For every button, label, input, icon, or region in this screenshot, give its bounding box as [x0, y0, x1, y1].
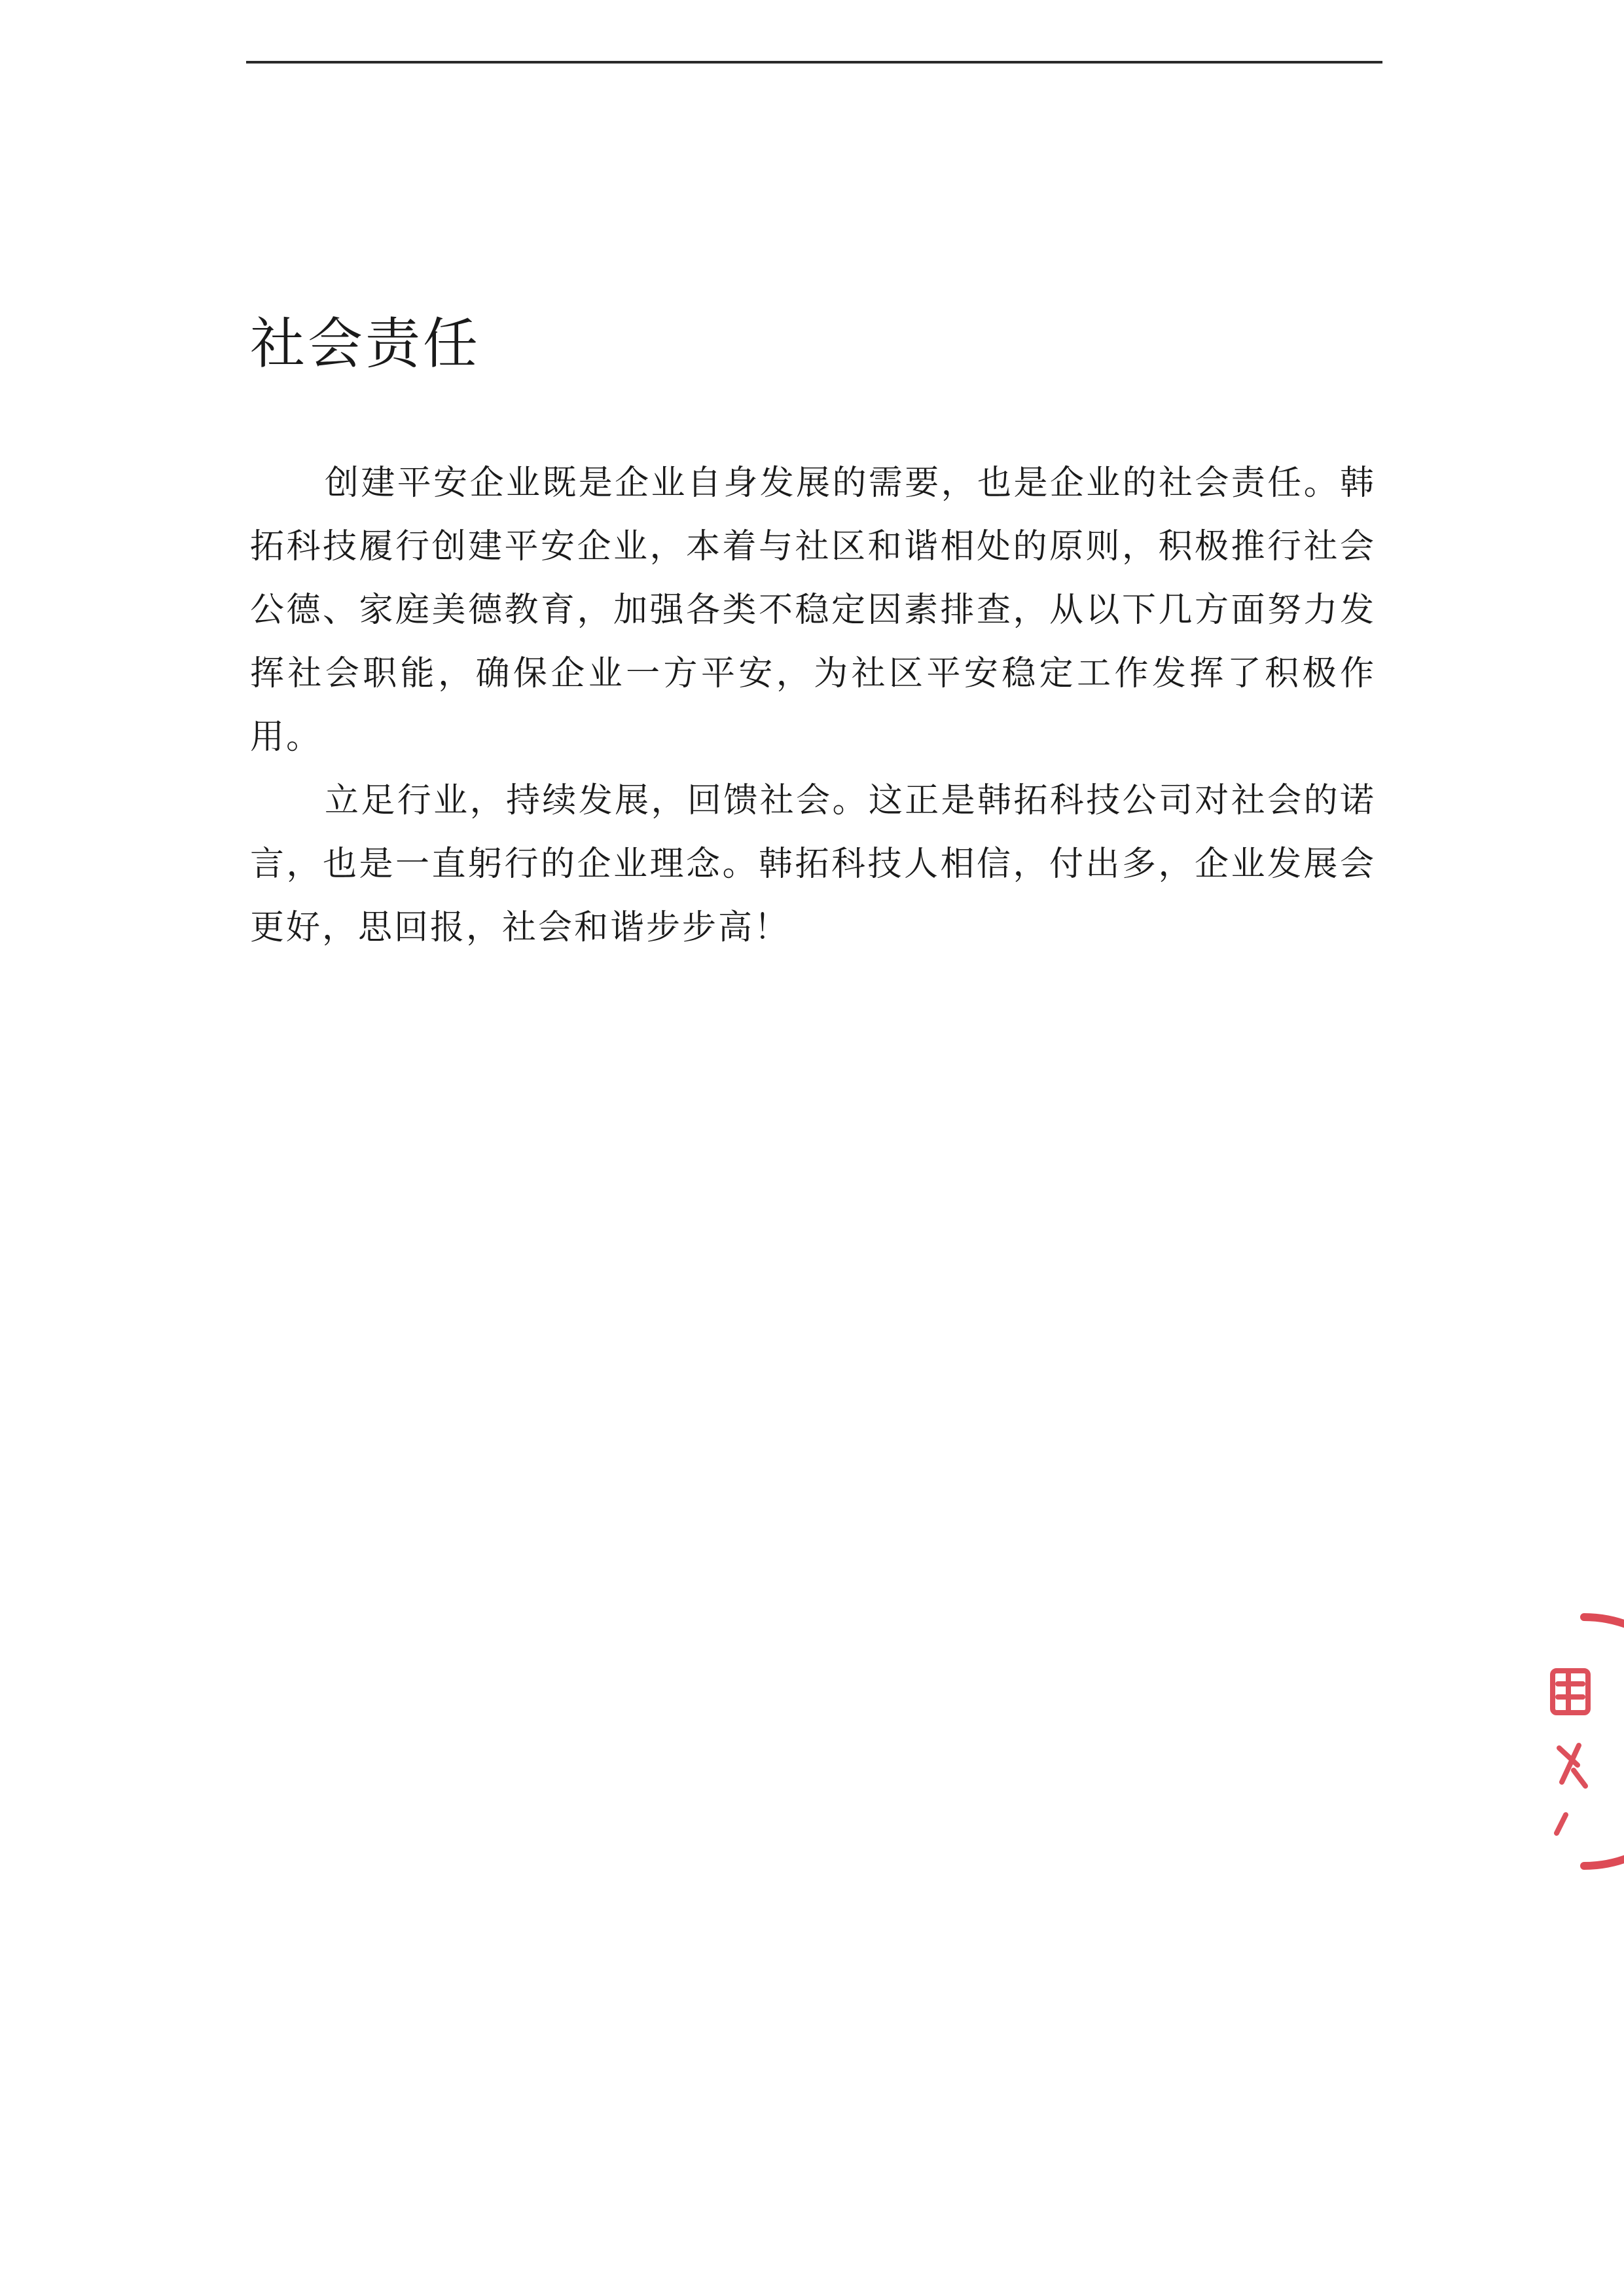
- section-title: 社会责任: [250, 312, 481, 376]
- header-rule: [246, 61, 1382, 64]
- company-seal-stamp: [1506, 1611, 1624, 1872]
- paragraph-1: 创建平安企业既是企业自身发展的需要，也是企业的社会责任。韩拓科技履行创建平安企业，本着与社区和谐相处的原则，积极推行社会公德、家庭美德教育，加强各类不稳定因素排查，从以下几方面努力发挥社会职能，确保企业一方平安，为社区平安稳定工作发挥了积极作用。: [250, 464, 1376, 757]
- paragraph-2: 立足行业，持续发展，回馈社会。这正是韩拓科技公司对社会的诺言，也是一直躬行的企业理念。韩拓科技人相信，付出多，企业发展会更好，思回报，社会和谐步步高！: [250, 781, 1376, 947]
- body-text: [250, 452, 1376, 960]
